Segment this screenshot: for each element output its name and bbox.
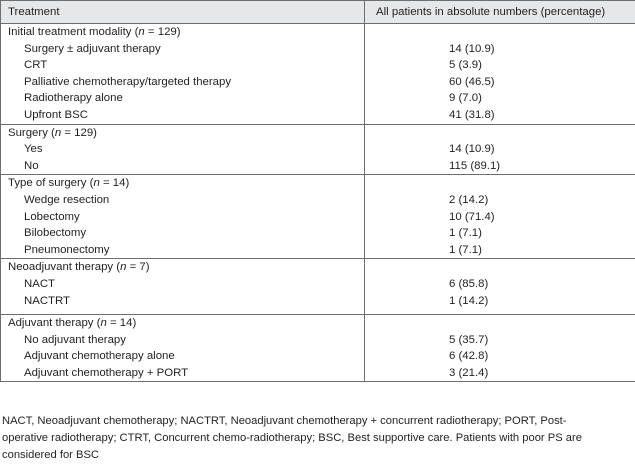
row-label: CRT [1,57,365,74]
row-label: No [1,158,365,175]
row-label: No adjuvant therapy [1,332,365,349]
row-label: Wedge resection [1,192,365,209]
row-value: 2 (14.2) [365,192,635,209]
table-row [1,41,635,58]
header-treatment: Treatment [1,1,365,24]
row-label: Palliative chemotherapy/targeted therapy [1,74,365,91]
row-value: 14 (10.9) [365,41,635,58]
group-title: Type of surgery (n = 14) [1,175,365,192]
footnote-line: NACT, Neoadjuvant chemotherapy; NACTRT, Neoadjuvant chemotherapy + concurrent radiotherapy; PORT, Post- [2,415,567,427]
row-value: 6 (85.8) [365,276,635,293]
row-label: Surgery ± adjuvant therapy [1,41,365,58]
row-value: 1 (7.1) [365,242,635,259]
header-all-patients: All patients in absolute numbers (percentage) [365,1,635,24]
group-title: Initial treatment modality (n = 129) [1,24,365,41]
group-title-value [365,175,635,192]
table-row [1,242,635,259]
row-value: 1 (14.2) [365,293,635,310]
group-header-row [1,124,635,141]
group-title: Neoadjuvant therapy (n = 7) [1,259,365,276]
row-value: 3 (21.4) [365,365,635,382]
table-header [1,1,635,24]
table-row [1,348,635,365]
table-row [1,90,635,107]
group-header-row [1,175,635,192]
group-header-row [1,259,635,276]
table-row [1,225,635,242]
row-label: Lobectomy [1,209,365,226]
table-row [1,158,635,175]
row-label: Radiotherapy alone [1,90,365,107]
table-row [1,74,635,91]
table-row [1,57,635,74]
row-label: Yes [1,141,365,158]
row-label: Bilobectomy [1,225,365,242]
group-title-value [365,124,635,141]
row-label: Adjuvant chemotherapy alone [1,348,365,365]
row-value: 115 (89.1) [365,158,635,175]
footnote-line: considered for BSC [2,449,100,461]
group-title-value [365,259,635,276]
row-value: 10 (71.4) [365,209,635,226]
row-value: 5 (35.7) [365,332,635,349]
row-value: 5 (3.9) [365,57,635,74]
table-row [1,365,635,382]
row-label: Adjuvant chemotherapy + PORT [1,365,365,382]
table-row [1,276,635,293]
group-header-row [1,24,635,41]
group-title: Surgery (n = 129) [1,124,365,141]
row-label: Pneumonectomy [1,242,365,259]
footnote-line: operative radiotherapy; CTRT, Concurrent chemo-radiotherapy; BSC, Best supportive care. Patients with poor PS are [2,432,582,444]
row-label: NACTRT [1,293,365,310]
row-label: NACT [1,276,365,293]
row-value: 41 (31.8) [365,107,635,124]
row-label: Upfront BSC [1,107,365,124]
row-value: 6 (42.8) [365,348,635,365]
group-title-value [365,24,635,41]
table-row [1,192,635,209]
table-row [1,209,635,226]
group-header-row [1,315,635,332]
table-footnote [2,413,634,464]
row-value: 60 (46.5) [365,74,635,91]
row-value: 9 (7.0) [365,90,635,107]
table-row [1,107,635,124]
table-row [1,332,635,349]
table-row [1,293,635,310]
table-row [1,141,635,158]
group-title-value [365,315,635,332]
row-value: 14 (10.9) [365,141,635,158]
group-title: Adjuvant therapy (n = 14) [1,315,365,332]
row-value: 1 (7.1) [365,225,635,242]
